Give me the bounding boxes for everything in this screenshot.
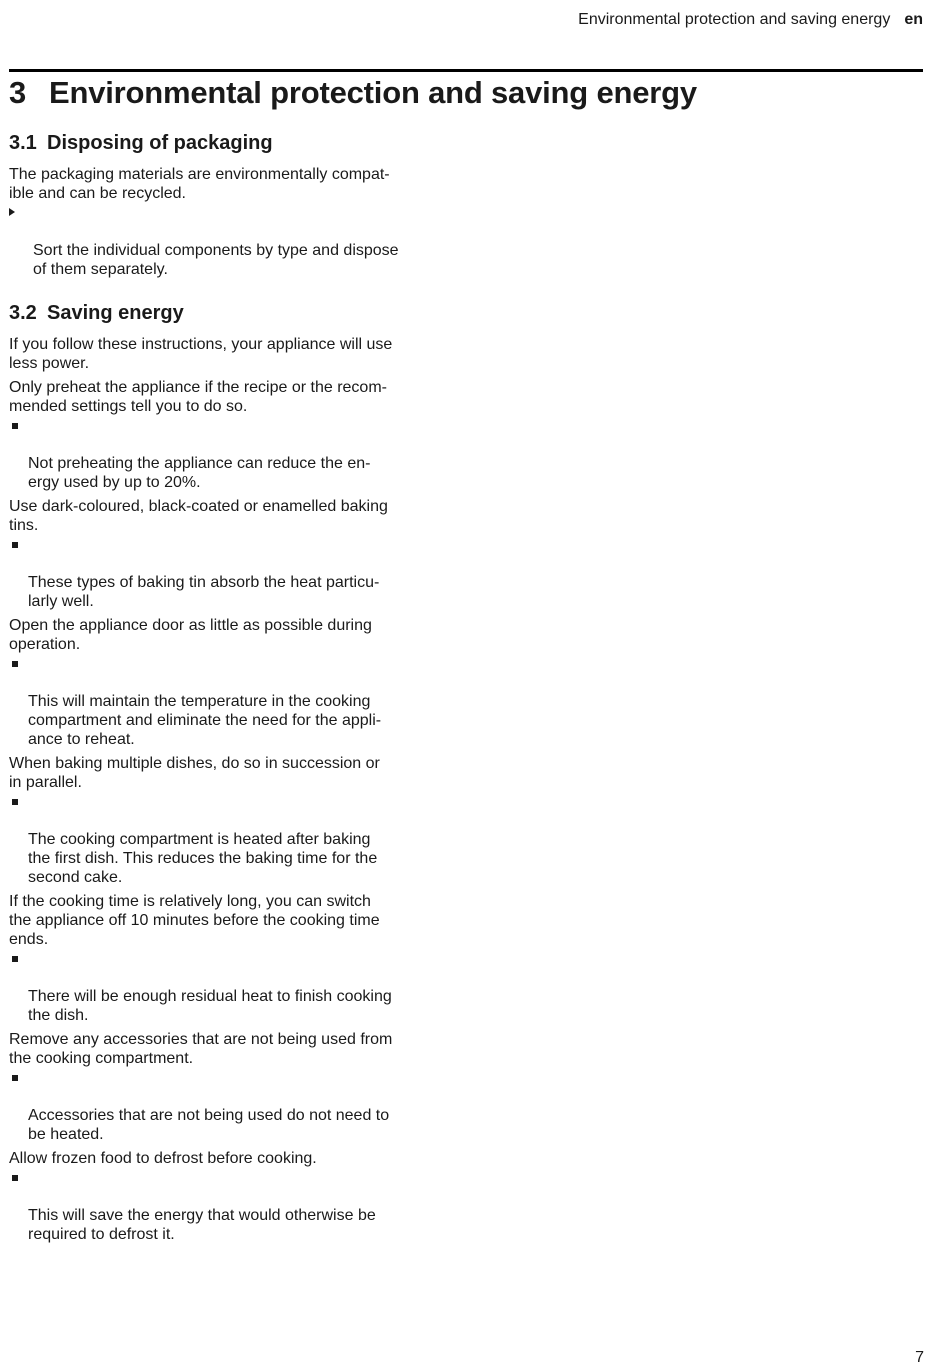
section-title: Disposing of packaging [47, 132, 273, 154]
tip-result-text: Not preheating the appliance can reduce the en- ergy used by up to 20%. [28, 455, 371, 491]
square-bullet-icon [12, 1175, 18, 1181]
action-arrow-icon [9, 208, 15, 216]
tip-result-text: The cooking compartment is heated after baking the first dish. This reduces the baking time for the second cake. [28, 831, 378, 886]
tip-result-item [9, 1168, 439, 1244]
square-bullet-icon [12, 956, 18, 962]
chapter-title [9, 74, 697, 112]
page-number: 7 [915, 1349, 924, 1366]
square-bullet-icon [12, 661, 18, 667]
tip-result-text: This will save the energy that would otherwise be required to defrost it. [28, 1207, 376, 1243]
chapter-title-text: Environmental protection and saving energy [49, 75, 697, 110]
tip-result-item [9, 535, 439, 611]
tip-result-item [9, 949, 439, 1025]
tip-result-item [9, 1068, 439, 1144]
tip-result-text: Accessories that are not being used do not need to be heated. [28, 1107, 390, 1143]
tip-result-item [9, 654, 439, 749]
saving-energy-intro: If you follow these instructions, your appliance will use less power. [9, 336, 393, 372]
chapter-divider [9, 69, 923, 72]
tip-result-text: This will maintain the temperature in the cooking compartment and eliminate the need for the appli- ance to reheat. [28, 693, 382, 748]
tip-result-text: These types of baking tin absorb the heat particu- larly well. [28, 574, 380, 610]
packaging-action-item [9, 203, 439, 279]
section-number: 3.2 [9, 302, 37, 324]
tip-instruction: When baking multiple dishes, do so in succession or in parallel. [9, 755, 380, 791]
language-code: en [904, 11, 923, 28]
tip-instruction: Only preheat the appliance if the recipe or the recom- mended settings tell you to do so. [9, 379, 387, 415]
section-number: 3.1 [9, 132, 37, 154]
section-title: Saving energy [47, 302, 184, 324]
running-header [578, 10, 923, 30]
tip-instruction: Use dark-coloured, black-coated or enamelled baking tins. [9, 498, 388, 534]
tip-result-item [9, 792, 439, 887]
tip-result-item [9, 416, 439, 492]
square-bullet-icon [12, 542, 18, 548]
tip-instruction: Remove any accessories that are not being used from the cooking compartment. [9, 1031, 393, 1067]
section-heading-saving-energy [9, 300, 439, 326]
main-content [9, 130, 439, 1244]
packaging-action-text: Sort the individual components by type and dispose of them separately. [33, 242, 399, 278]
square-bullet-icon [12, 423, 18, 429]
section-heading-packaging [9, 130, 439, 156]
tip-instruction: If the cooking time is relatively long, you can switch the appliance off 10 minutes before the cooking time ends. [9, 893, 380, 948]
tip-result-text: There will be enough residual heat to finish cooking the dish. [28, 988, 392, 1024]
square-bullet-icon [12, 1075, 18, 1081]
tip-instruction: Allow frozen food to defrost before cooking. [9, 1150, 317, 1167]
square-bullet-icon [12, 799, 18, 805]
packaging-intro: The packaging materials are environmentally compat- ible and can be recycled. [9, 166, 390, 202]
tip-instruction: Open the appliance door as little as possible during operation. [9, 617, 372, 653]
running-header-title: Environmental protection and saving energy [578, 11, 891, 28]
chapter-number: 3 [9, 75, 27, 110]
